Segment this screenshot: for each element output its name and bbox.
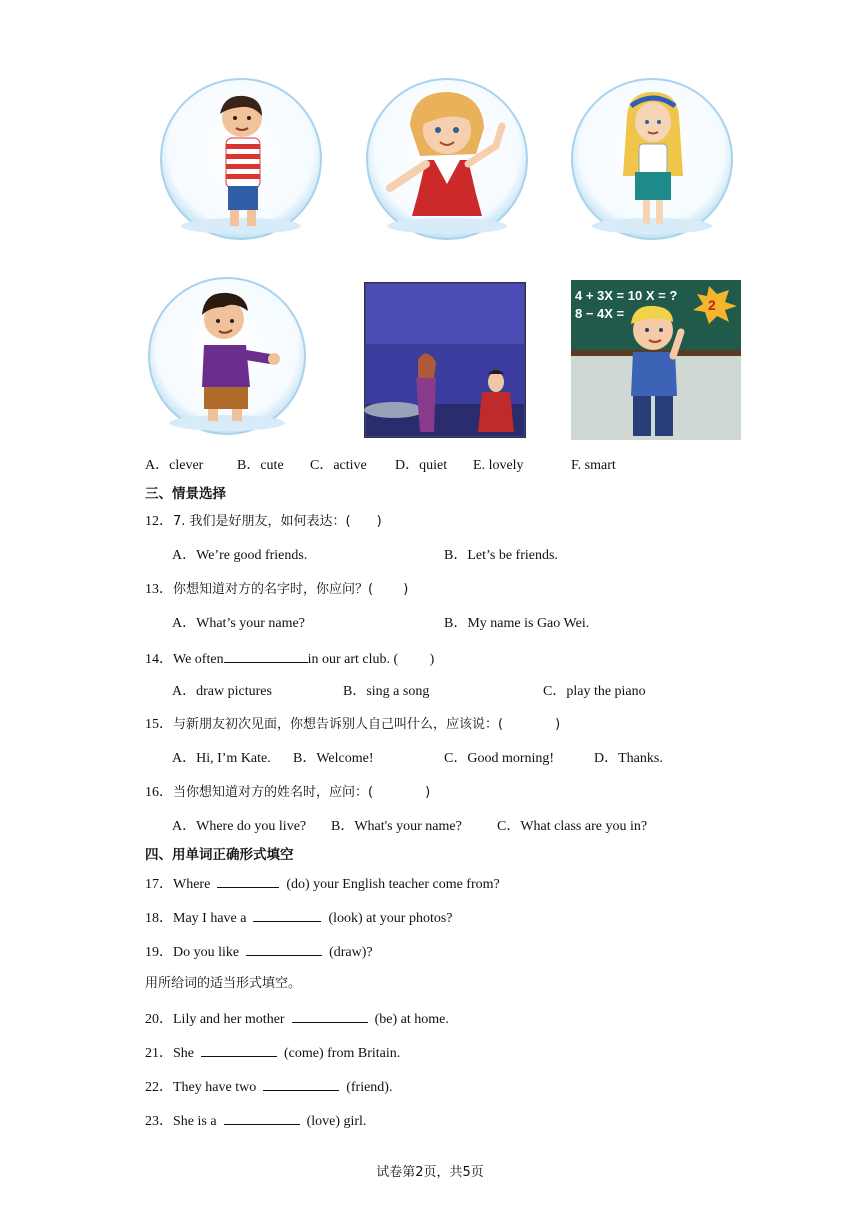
instruction: 用所给词的适当形式填空。 bbox=[145, 976, 302, 991]
question-17: 17．Where (do) your English teacher come from? bbox=[145, 874, 500, 894]
board-line-1: 4 + 3X = 10 X = ? bbox=[575, 288, 678, 303]
question-12: 12．7. 我们是好朋友，如何表达：( ) bbox=[145, 514, 382, 529]
q15-option-d[interactable]: D．Thanks. bbox=[594, 751, 663, 766]
question-15: 15．与新朋友初次见面，你想告诉别人自己叫什么，应该说：( ) bbox=[145, 717, 561, 732]
answer-blank[interactable] bbox=[224, 1111, 300, 1125]
question-20: 20．Lily and her mother (be) at home. bbox=[145, 1009, 449, 1029]
q16-option-c[interactable]: C．What class are you in? bbox=[497, 819, 648, 834]
q13-option-b[interactable]: B．My name is Gao Wei. bbox=[444, 616, 590, 631]
question-18: 18．May I have a (look) at your photos? bbox=[145, 908, 453, 928]
picture-boy-striped-shirt bbox=[158, 76, 324, 242]
answer-blank[interactable] bbox=[217, 874, 279, 888]
picture-boy-at-chalkboard bbox=[571, 280, 741, 440]
page-footer: 试卷第2页，共5页 bbox=[376, 1165, 484, 1180]
q14-option-b[interactable]: B．sing a song bbox=[343, 684, 430, 699]
answer-blank[interactable] bbox=[201, 1043, 277, 1057]
q15-option-c[interactable]: C．Good morning! bbox=[444, 751, 555, 766]
question-14: 14．We often in our art club. ( ) bbox=[145, 649, 434, 669]
q15-option-a[interactable]: A．Hi, I’m Kate. bbox=[172, 751, 271, 766]
q15-option-b[interactable]: B．Welcome! bbox=[293, 751, 374, 766]
question-19: 19．Do you like (draw)? bbox=[145, 942, 373, 962]
picture-boy-purple-sweater bbox=[146, 275, 308, 437]
q16-option-b[interactable]: B．What's your name? bbox=[331, 819, 462, 834]
answer-blank[interactable] bbox=[253, 908, 321, 922]
word-option-e: E. lovely bbox=[473, 458, 524, 473]
section-title-3: 三、情景选择 bbox=[145, 486, 226, 502]
answer-blank[interactable] bbox=[224, 649, 308, 663]
question-22: 22．They have two (friend). bbox=[145, 1077, 392, 1097]
q12-option-a[interactable]: A．We’re good friends. bbox=[172, 548, 308, 563]
word-option-c: C．active bbox=[310, 458, 367, 473]
q14-option-c[interactable]: C．play the piano bbox=[543, 684, 646, 699]
answer-blank[interactable] bbox=[263, 1077, 339, 1091]
question-23: 23．She is a (love) girl. bbox=[145, 1111, 366, 1131]
word-option-a: A．clever bbox=[145, 458, 204, 473]
q12-option-b[interactable]: B．Let’s be friends. bbox=[444, 548, 558, 563]
picture-girl-headband bbox=[569, 76, 735, 242]
board-badge: 2 bbox=[708, 297, 716, 313]
word-option-f: F. smart bbox=[571, 458, 616, 473]
picture-night-scene bbox=[364, 282, 526, 438]
question-13: 13．你想知道对方的名字时，你应问？( ) bbox=[145, 582, 409, 597]
word-option-b: B．cute bbox=[237, 458, 284, 473]
question-21: 21．She (come) from Britain. bbox=[145, 1043, 400, 1063]
answer-blank[interactable] bbox=[292, 1009, 368, 1023]
section-title-4: 四、用单词正确形式填空 bbox=[145, 847, 294, 863]
q16-option-a[interactable]: A．Where do you live? bbox=[172, 819, 307, 834]
board-line-2: 8 − 4X = bbox=[575, 306, 625, 321]
answer-blank[interactable] bbox=[246, 942, 322, 956]
picture-girl-pointing bbox=[364, 76, 530, 242]
question-16: 16．当你想知道对方的姓名时，应问：( ) bbox=[145, 785, 431, 800]
q14-option-a[interactable]: A．draw pictures bbox=[172, 684, 272, 699]
word-option-d: D．quiet bbox=[395, 458, 448, 473]
q13-option-a[interactable]: A．What’s your name? bbox=[172, 616, 305, 631]
